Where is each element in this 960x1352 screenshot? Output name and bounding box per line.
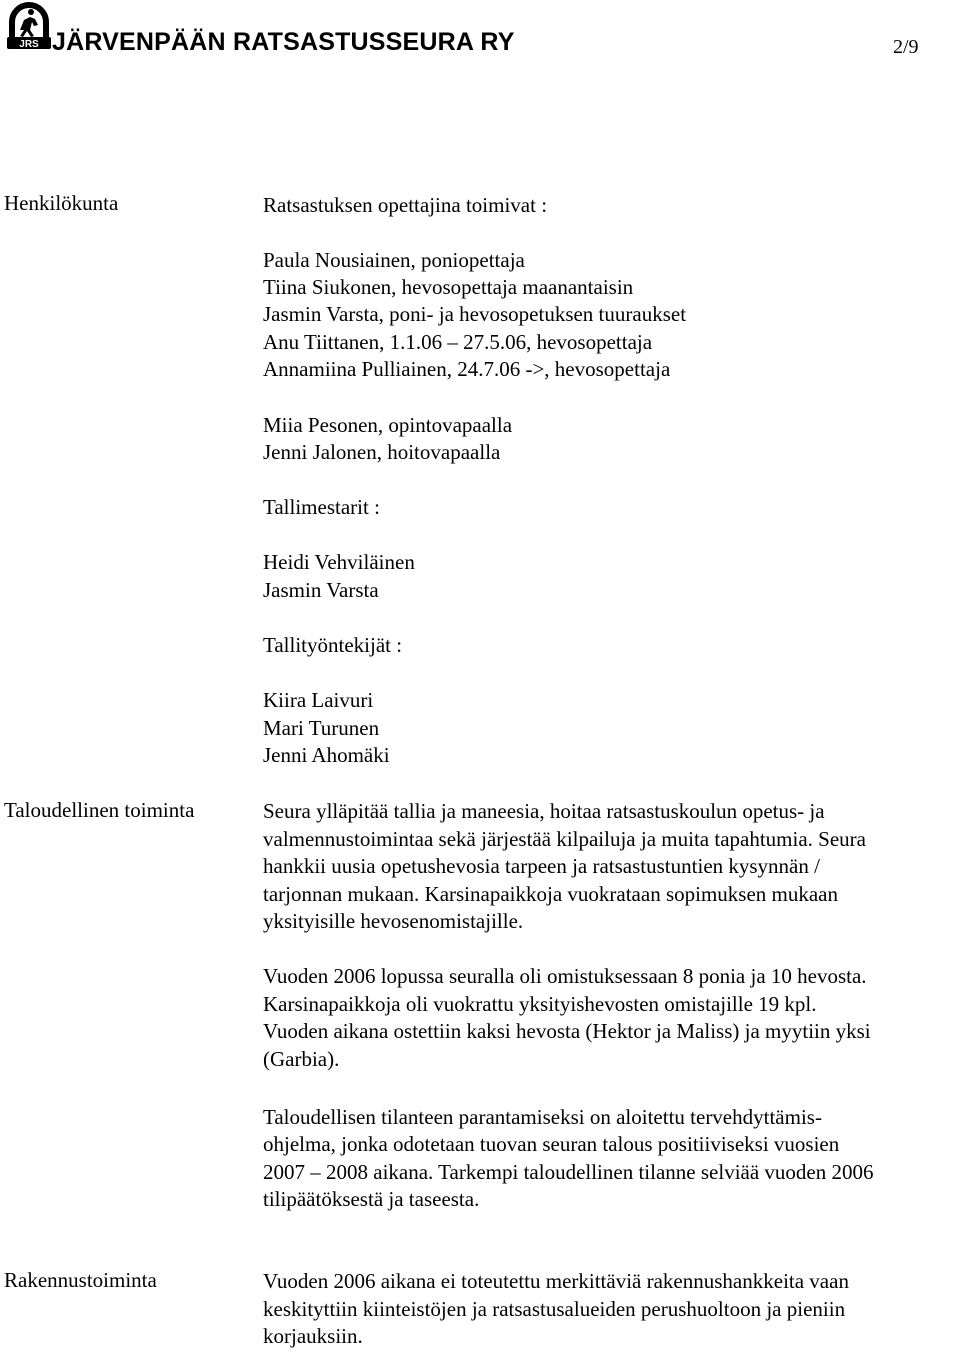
text-line: Seura ylläpitää tallia ja maneesia, hoitaa ratsastuskoulun opetus- ja — [263, 799, 825, 823]
text-line: keskityttiin kiinteistöjen ja ratsastusalueiden perushuoltoon ja pieniin — [263, 1297, 846, 1321]
text-line: Anu Tiittanen, 1.1.06 – 27.5.06, hevosopettaja — [263, 330, 653, 354]
section-label-rakennustoiminta: Rakennustoiminta — [4, 1268, 157, 1292]
section-label-taloudellinen: Taloudellinen toiminta — [4, 798, 195, 822]
club-logo — [4, 0, 54, 50]
text-line: ohjelma, jonka odotetaan tuovan seuran talous positiiviseksi vuosien — [263, 1132, 840, 1156]
text-line: Annamiina Pulliainen, 24.7.06 ->, hevosopettaja — [263, 357, 671, 381]
horseshoe-rider-logo-icon — [4, 0, 54, 50]
text-line: Tallimestarit : — [263, 495, 380, 519]
section-label-henkilokunta: Henkilökunta — [4, 191, 119, 215]
text-line: Mari Turunen — [263, 716, 380, 740]
text-line: tilipäätöksestä ja taseesta. — [263, 1187, 480, 1211]
text-line: Jenni Ahomäki — [263, 743, 390, 767]
text-line: Vuoden aikana ostettiin kaksi hevosta (Hektor ja Maliss) ja myytiin yksi — [263, 1019, 871, 1043]
logo-text: JRS — [19, 39, 39, 50]
text-line: Miia Pesonen, opintovapaalla — [263, 413, 513, 437]
text-line: Taloudellisen tilanteen parantamiseksi on aloitettu tervehdyttämis- — [263, 1105, 822, 1129]
text-line: Ratsastuksen opettajina toimivat : — [263, 193, 548, 217]
text-line: Heidi Vehviläinen — [263, 550, 415, 574]
text-line: valmennustoimintaa sekä järjestää kilpailuja ja muita tapahtumia. Seura — [263, 827, 866, 851]
text-line: Vuoden 2006 aikana ei toteutettu merkittäviä rakennushankkeita vaan — [263, 1269, 849, 1293]
text-line: korjauksiin. — [263, 1324, 363, 1348]
page-number: 2/9 — [893, 36, 919, 58]
text-line: Tallityöntekijät : — [263, 633, 403, 657]
text-line: 2007 – 2008 aikana. Tarkempi taloudellinen tilanne selviää vuoden 2006 — [263, 1160, 874, 1184]
text-line: Vuoden 2006 lopussa seuralla oli omistuksessaan 8 ponia ja 10 hevosta. — [263, 964, 867, 988]
text-line: Jasmin Varsta, poni- ja hevosopetuksen tuuraukset — [263, 302, 687, 326]
text-line: tarjonnan mukaan. Karsinapaikkoja vuokrataan sopimuksen mukaan — [263, 882, 838, 906]
text-line: (Garbia). — [263, 1047, 340, 1071]
text-line: Jenni Jalonen, hoitovapaalla — [263, 440, 501, 464]
page-header-title: JÄRVENPÄÄN RATSASTUSSEURA RY — [52, 28, 515, 56]
text-line: Kiira Laivuri — [263, 688, 374, 712]
text-line: Karsinapaikkoja oli vuokrattu yksityishevosten omistajille 19 kpl. — [263, 992, 817, 1016]
text-line: Paula Nousiainen, poniopettaja — [263, 248, 525, 272]
text-line: yksityisille hevosenomistajille. — [263, 909, 524, 933]
text-line: Tiina Siukonen, hevosopettaja maanantaisin — [263, 275, 634, 299]
text-line: hankkii uusia opetushevosia tarpeen ja ratsastustuntien kysynnän / — [263, 854, 820, 878]
text-line: Jasmin Varsta — [263, 578, 379, 602]
